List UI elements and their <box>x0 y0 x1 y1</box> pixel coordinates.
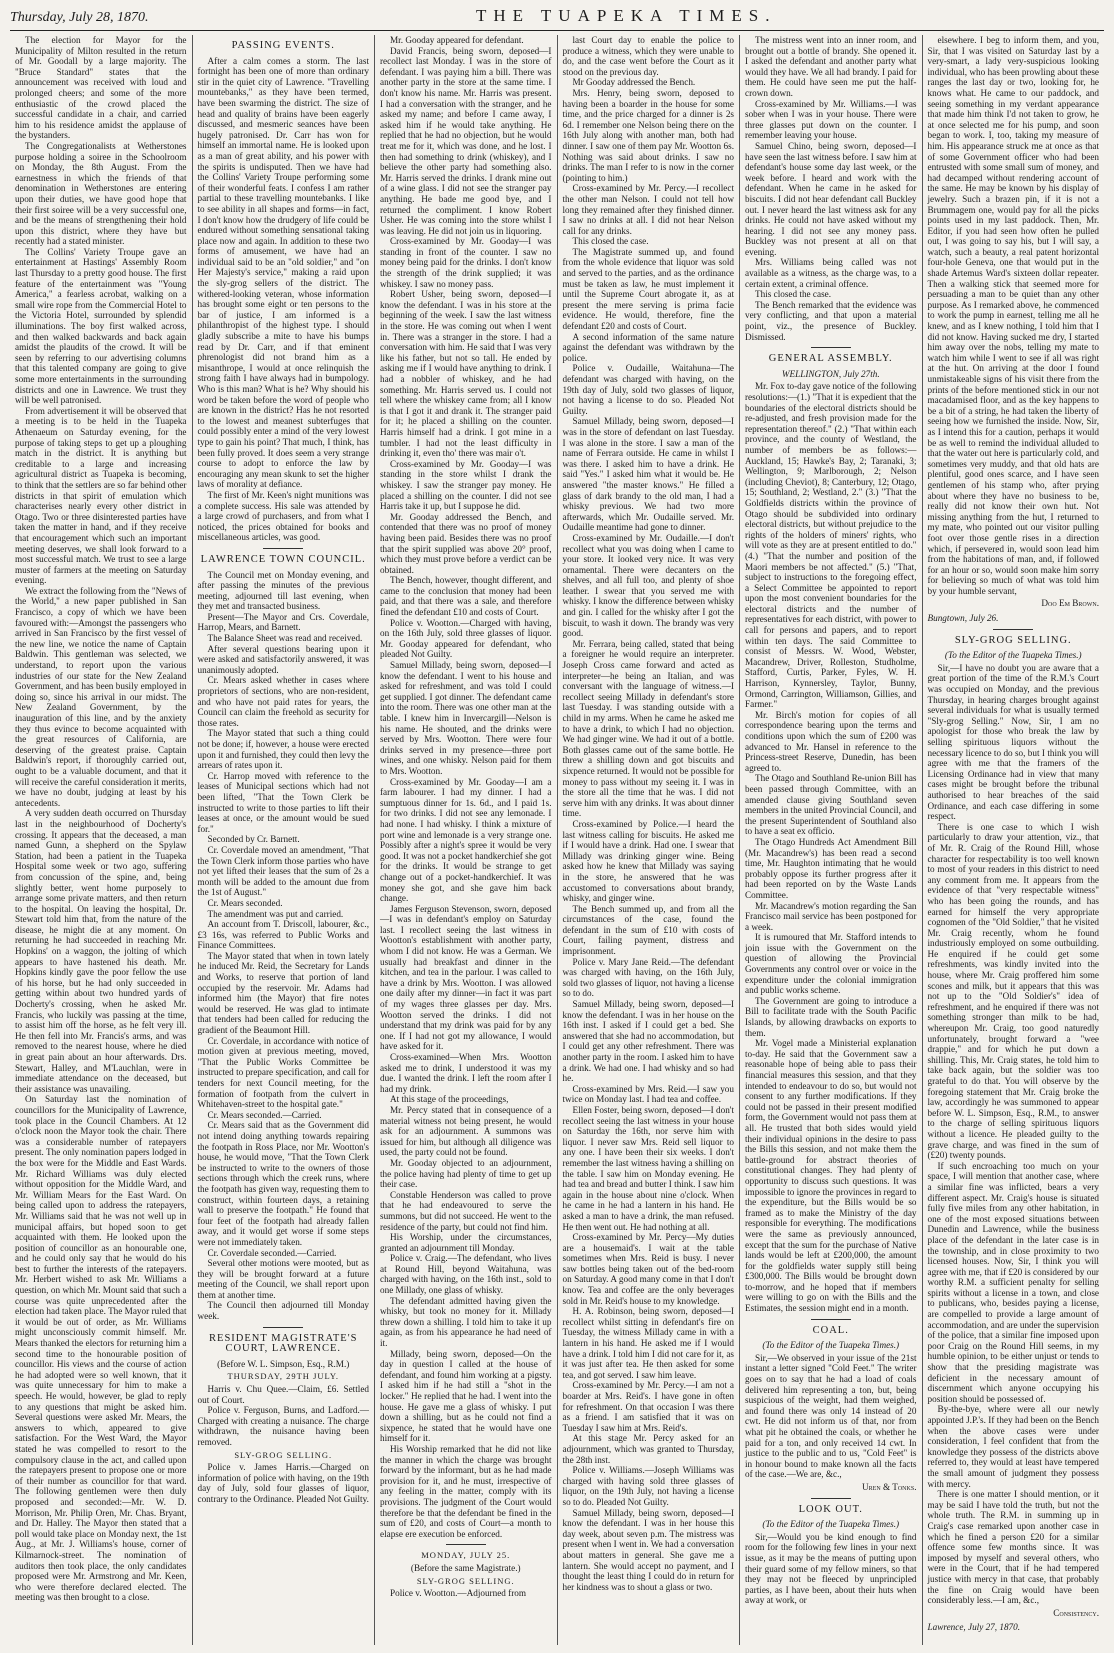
article-paragraph: The mistress went into an inner room, and brought out a bottle of brandy. She opened it. I asked the defendant and another party what would they have. We all had brandy. I paid for them. He could have seen me put the half-crown down. <box>745 35 917 98</box>
article-paragraph: The Bench, however, thought different, and came to the conclusion that money had been paid, and that there was a sale, and therefore fined the defendant £10 and costs of Court. <box>380 575 552 618</box>
article-paragraph: Mr. Ferrara, being called, stated that being a foreigner he would require an interpreter. Joseph Cross came forward and acted as interpreter—he being an Italian, and was conversant with the language of witness.—I recollect seeing Millady in defendant's store last Tuesday. I was standing outside with a child in my arms. When he came he asked me to have a drink, to which I had no objection. We had ginger wine. We had it out of a bottle. Both glasses came out of the same bottle. He threw a shilling down and got biscuits and sixpence returned. It would not be possible for money to pass without my seeing it. I was in the store all the time that he was. I did not serve him with any drinks. It was about dinner time. <box>562 638 734 819</box>
article-paragraph: Cr. Mears seconded.—Carried. <box>207 1109 322 1120</box>
article-paragraph: The Magistrate summed up, and found from the whole evidence that liquor was sold and served to the parties, and as the ordinance must be taken as law, he must implement it until the Supreme Court abrogate it, as at present the mere serving is prima facie evidence. He would, therefore, fine the defendant £20 and costs of Court. <box>562 246 734 332</box>
article-paragraph: On Saturday last the nomination of councillors for the Municipality of Lawrence, took place in the Council Chambers. At 12 o'clock noon the Mayor took the chair. There was a considerable number of ratepayers present. The only nomination papers lodged in the box were for the Middle and East Wards. Mr. Richard Williams was duly elected without opposition for the Middle Ward, and Mr. William Mears for the East Ward. On being called upon to address the ratepayers, Mr. Williams said that he was not well up in municipal affairs, but hoped soon to get acquainted with them. He looked upon the position of councillor as an honourable one, and he could only say that he would do his best to further the interests of the ratepayers. Mr. Herbert wished to ask Mr. Williams a question, on which Mr. Mount said that such a course was quite unprecedented after the election had taken place. The Mayor ruled that it would be out of order, as Mr. Williams might unconsciously commit himself. Mr. Mears thanked the electors for returning him a second time to the honourable position of councillor. His views and the course of action he had adopted were so well known, that it was quite unnecessary for him to make a speech. He would, however, be glad to reply to any questions that might be asked him. Several questions were asked Mr. Mears, the answers to which, appeared to give satisfaction. For the West Ward, the Mayor stated he was compelled to resort to the compulsory clause in the act, and called upon the ratepayers present to propose one or more of their number as councillor for that ward. The following gentlemen were then duly proposed and seconded:—Mr. W. D. Morrison, Mr. Philip Oren, Mr. Chas. Bryant, and Dr. Halley. The Mayor then stated that a poll would take place on Monday next, the 1st Aug., at Mr. J. Williams's house, corner of Kilmarnock-street. The nomination of auditors then took place, the only candidates proposed were Mr. Armstrong and Mr. Keen, who were therefore declared elected. The meeting was then brought to a close. <box>15 1094 187 1603</box>
article-paragraph: The election for Mayor for the Municipality of Milton resulted in the return of Mr. Goodall by a large majority. The "Bruce Standard" states that the announcement was received with loud and prolonged cheers; and some of the more enthusiastic of the crowd placed the successful candidate in a chair, and carried him to his residence amidst the applause of the bystanders. <box>15 35 187 141</box>
article-paragraph: Cross-examined by Mr. Gooday—I am a farm labourer. I had my dinner. I had a sumptuous dinner for 1s. 6d., and I paid 1s. for two drinks. I did not see any lemonade. I had none. I had whisky. I think a mixture of port wine and lemonade is a very strange one. Possibly after a night's spree it would be very good. It was not a pocket handkerchief she got for the drinks. It would be strange to get change out of a pocket-handkerchief. It was money she got, and she gave him back change. <box>380 776 552 904</box>
article-paragraph: James Ferguson Stevenson, sworn, deposed—I was in defendant's employ on Saturday last. I recollect seeing the last witness in Wootton's establishment with another party, whom I did not know. He was a German. We usually had breakfast and dinner in the kitchen, and tea in the parlour. I was called to have a drink by Mrs. Wootton. I was allowed one daily after my dinner—in fact it was part of my wages three glasses per day. Mrs. Wootton served the drinks. I did not understand that my drink was paid for by any one. If I had not got my allowance, I would have asked for it. <box>380 903 552 1052</box>
article-paragraph: Cr. Coverdale, in accordance with notice of motion given at previous meeting, moved, "That the Public Works Committee be instructed to prepare specification, and call for tenders for next Council meeting, for the formation of footpath from the culvert in Whitehaven-street to the hospital gate." <box>197 1035 369 1110</box>
article-paragraph: Police v. James Harris.—Charged on information of police with having, on the 19th day of July, sold four glasses of liquor, contrary to the Ordinance. Pleaded Not Guilty. <box>197 1462 369 1504</box>
divider <box>446 1544 486 1545</box>
article-paragraph: Seconded by Cr. Barnett. <box>207 834 300 845</box>
article-paragraph: Cr. Mears seconded. <box>207 897 283 908</box>
article-paragraph: The Congregationalists at Wetherstones purpose holding a soiree in the Schoolroom on Monday, the 8th August. From the earnestness in which the friends of that denomination in Wetherstones are entering upon their duties, we have good hope that their first soiree will be a very successful one, and be the means of strengthening their hold upon this district, where they have but recently had a stated minister. <box>15 140 187 247</box>
article-paragraph: Cr. Coverdale seconded.—Carried. <box>207 1247 337 1258</box>
court-before: (Before W. L. Simpson, Esq., R.M.) <box>217 1358 350 1369</box>
heading-coal: COAL. <box>812 1324 849 1336</box>
article-paragraph: Present—The Mayor and Crs. Coverdale, Harrop, Mears, and Barnett. <box>197 611 369 633</box>
article-paragraph: This closed the case. <box>572 236 649 247</box>
court-conclusion <box>745 35 917 342</box>
court-continued <box>380 35 552 1539</box>
article-paragraph: Sir,—Would you be kind enough to find room for the following few lines in your next issue, as it may be the means of putting upon their guard some of my fellow miners, so that they may not be fleeced by unprincipled parties, as I have been, about their huts when away at work, or <box>745 1531 917 1606</box>
sly-grog-signature: Consistency. <box>1053 1607 1099 1618</box>
heading-town-council: LAWRENCE TOWN COUNCIL. <box>200 553 366 565</box>
look-out-dateline: Bungtown, July 26. <box>927 613 999 624</box>
article-paragraph: H. A. Robinson, being sworn, deposed—I recollect whilst sitting in defendant's fire on Tuesday, the witness Millady came in with a lantern in his hand. He asked me if I would have a drink. I told him I did not care for it, as it was just after tea. He then asked for some tea, and got served. I saw him leave. <box>562 1306 734 1380</box>
heading-magistrates-court: RESIDENT MAGISTRATE'S COURT, LAWRENCE. <box>209 1332 358 1355</box>
court-body <box>198 1384 370 1448</box>
article-paragraph: Police v. Wootton.—Adjourned from <box>390 1588 527 1599</box>
masthead-date: Thursday, July 28, 1870. <box>10 10 149 25</box>
article-paragraph: Mr. Macandrew's motion regarding the San Francisco mail service has been postponed for a week. <box>745 900 917 932</box>
article-paragraph: Cross-examined by Mr. Percy.—I am not a boarder at Mrs. Reid's. I have gone in often for refreshment. On that occasion I was there as a friend. I am satisfied that it was on Tuesday I saw him at Mrs. Reid's. <box>562 1380 734 1433</box>
assembly-dateline: WELLINGTON, July 27th. <box>781 368 880 379</box>
article-paragraph: After a calm comes a storm. The last fortnight has been one of more than ordinary stir in the quiet city of Lawrence. "Travelling mountebanks," as they have been termed, have been swarming the district. The size of head and quality of brains have been eagerly discussed, and mesmeric seances have been hugely patronised. Dr. Carr has won for himself an immortal name. He is looked upon as a man of great ability, and his power with the spirits is undisputed. Then we have had the Collins' Variety Troupe performing some of their wonderful feats. I confess I am rather partial to these travelling mountebanks. I like to see ability in all shapes and forms—in fact, I don't know how the drudgery of life could be endured without something sensational taking place now and again. In addition to these two forms of amusement, we have had an individual said to be an "old soldier," and "on Her Majesty's service," making a raid upon the sly-grog sellers of the district. The withered-looking veteran, whose information has brought some eight or ten persons to the bar of justice, I am informed is a philanthropist of the highest type. I should gladly subscribe a mite to have his bumps read by Dr. Carr, and if that eminent phrenologist did not brand him as a misanthrope, I would at once relinquish the strong faith I have always had in bumpology. Who is this man? What is he? Why should his word be taken before the word of people who are known in the district? Has he not resorted to the lowest and meanest subterfuges that could possibly enter a mind of the very lowest type to gain his point? That much, I think, has been fully proved. It does seem a very strange course to adopt to enforce the law by encouraging any mean skunk to set the higher laws of morality at defiance. <box>197 55 369 490</box>
article-paragraph: From advertisement it will be observed that a meeting is to be held in the Tuapeka Athenaeum on Saturday evening, for the purpose of taking steps to get up a ploughing match in the district. It is anything but creditable to a large and increasing agricultural district as Tuapeka is becoming, to think that the settlers are so far behind other districts in that spirit of emulation which characterises nearly every other district in Otago. Two or three disinterested parties have taken the matter in hand, and if they receive that encouragement which such an important meeting deserves, we shall look forward to a most successful match. We trust to see a large muster of farmers at the meeting on Saturday evening. <box>15 405 187 586</box>
article-paragraph: Cr. Coverdale moved an amendment, "That the Town Clerk inform those parties who have not yet lifted their leases that the sum of 2s a month will be added to the amount due from the 1st of August." <box>197 844 369 898</box>
article-paragraph: Police v. Oudaille, Waitahuna—The defendant was charged with having, on the 19th day of July, sold two glasses of liquor, not having a license to do so. Pleaded Not Guilty. <box>562 363 734 416</box>
article-paragraph: Samuel Millady, being sworn, deposed—I know the defendant. I was in her house this day week, about seven p.m. The mistress was present when I went in. We had a conversation about matters in general. She gave me a lantern. She would accept no payment, and I thought the least thing I could do in return for her kindness was to shout a glass or two. <box>562 1507 734 1592</box>
article-paragraph: Robert Usher, being sworn, deposed—I know the defendant. I was in his store at the beginning of the week. I saw the last witness in the store. He was coming out when I went in. There was a stranger in the store. I had a conversation with him. He said that I was very like his father, but not so tall. He ended by asking me if I would have anything to drink. I had a nobbler of whiskey, and he had something. Mr. Harris served us. I could not tell where the whiskey came from; all I know is that I got it and drank it. The stranger paid for it; he placed a shilling on the counter. Harris himself had a drink. I got mine in a tumbler. I had not the least difficulty in drinking it, even tho' there was mair o't. <box>380 289 552 459</box>
masthead <box>10 6 1104 31</box>
article-paragraph: This closed the case. <box>755 289 832 300</box>
sly-grog-dateline: Lawrence, July 27, 1870. <box>927 1622 1021 1633</box>
coal-body <box>745 1353 917 1480</box>
article-paragraph: David Francis, being sworn, deposed—I recollect last Monday. I was in the store of defendant. I was paying him a bill. There was another party in the store at the same time. I don't know his name. Mr. Harris was present. I had a conversation with the stranger, and he asked my name; and before I came away, I asked him if he would take anything. He replied that he had no objection, but he would treat me for it, which was done, and he lost. I then had something to drink (whiskey), and I believe the other party had something also. Mr. Harris served the drinks. I drank mine out of a wine glass. I did not see the stranger pay anything. He bade me good bye, and I returned the compliment. I know Robert Usher. He was coming into the store whilst I was leaving. He did not join us in liquoring. <box>380 45 552 236</box>
heading-passing-events: PASSING EVENTS. <box>231 40 335 51</box>
article-paragraph: Sir,—I have no doubt you are aware that a great portion of the time of the R.M.'s Court was occupied on Monday, and the previous Thursday, in hearing charges brought against several individuals for what is usually termed "Sly-grog Selling." Now, Sir, I am no apologist for those who break the law by selling spirituous liquors without the necessary licence to do so, but I think you will agree with me that the framers of the Licensing Ordinance had in view that many cases might be brought before the tribunal authorised to hear breaches of the said Ordinance, and each case differing in some respect. <box>927 662 1099 822</box>
article-paragraph: An account from T. Driscoll, labourer, &c., £3 16s, was referred to Public Works and Finance Committees. <box>197 919 369 951</box>
article-paragraph: Cross-examined by Police.—I heard the last witness calling for biscuits. He asked me if I would have a drink. Had one. I swear that Millady was drinking ginger wine. Being asked how he knew that Millady was saying in the store, he answered that he was accustomed to conversations about brandy, whisky, and ginger wine. <box>562 818 734 904</box>
article-paragraph: Mr. Gooday addressed the Bench, and contended that there was no proof of money having been paid. Besides there was no proof that the spirit supplied was above 20° proof, which they must prove before a verdict can be obtained. <box>380 511 552 575</box>
article-paragraph: The Collins' Variety Troupe gave an entertainment at Hastings' Assembly Room last Thursday to a pretty good house. The first feature of the entertainment was "Young America," a fearless acrobat, walking on a small wire rope from the Commercial Hotel to the Victoria Hotel, surrounded by splendid illuminations. The boy first walked across, and then walked backwards and back again amidst the plaudits of the crowd. It will be seen by referring to our advertising columns that this talented company are going to give some more entertainments in the surrounding districts and one in Lawrence. We trust they will be well patronised. <box>15 246 187 406</box>
article-paragraph: Mr. Percy stated that in consequence of a material witness not being present, he would ask for an adjournment. A summons was issued for him, but although all diligence was used, the party could not be found. <box>380 1104 552 1158</box>
column-5 <box>740 35 923 1645</box>
article-paragraph: Mrs. Henry, being sworn, deposed to having been a boarder in the house for some time, and the price charged for a dinner is 2s 6d. I remember one Nelson being there on the 16th July along with another man, both had dinner. I saw one of them pay Mr. Wootton 6s. Nothing was said about drinks. I saw no drinks. The man I refer to is now in the corner (pointing to him.) <box>562 87 734 183</box>
passing-events-body <box>198 56 370 543</box>
article-paragraph: Police v. Mary Jane Reid.—The defendant was charged with having, on the 16th July, sold two glasses of liquor, not having a license so to do. <box>562 956 734 999</box>
article-paragraph: Millady, being sworn, deposed—On the day in question I called at the house of defendant, and found him working at a pigsty. I asked him if he had still a "shot in the locker." He replied that he had. I went into the house. He gave me a glass of whisky. I put down a shilling, but as he could not find a sixpence, he stated that he would have one himself for it. <box>380 1348 552 1444</box>
article-paragraph: Police v. Wootton.—Charged with having, on the 16th July, sold three glasses of liquor. Mr. Gooday appeared for defendant, who pleaded Not Guilty. <box>380 617 552 660</box>
article-paragraph: The first of Mr. Keen's night munitions was a complete success. His sale was attended by a large crowd of purchasers, and from what I noticed, the prices obtained for books and miscellaneous articles, was good. <box>197 489 369 543</box>
look-out-body <box>745 1532 917 1606</box>
article-paragraph: We extract the following from the "News of the World," a new paper published in San Francisco, a copy of which we have been favoured with:—Amongst the passengers who arrived in San Francisco by the first vessel of the new line, we notice the name of Captain Baldwin. This gentleman was selected, we understand, to report upon the various industries of our state for the New Zealand Government, and has been busily employed in doing so, since his arrival in our midst. The New Zealand Government, by the inauguration of this line, and by the anxiety they thus evince to become acquainted with the great resources of California, are deserving of the greatest praise. Captain Baldwin's report, if thoroughly carried out, ought to be a valuable document, and that it will receive the careful consideration it merits, we have no doubt, judging at least by his antecedents. <box>15 585 187 808</box>
article-paragraph: A very sudden death occurred on Thursday last in the neighbourhood of Docherty's crossing. It appears that the deceased, a man named Gunn, a shepherd on the Spylaw Station, had been a patient in the Tuapeka Hospital some week or two ago, suffering from concussion of the spine, and, being slightly better, went home purposely to arrange some private matters, and then return to the hospital. On leaving the hospital, Dr. Stewart told him that, from the nature of the disease, he might die at any moment. On returning he had succeeded in reaching Mr. Hopkins' on a waggon, the jolting of which appears to have hastened his death. Mr. Hopkins kindly gave the poor fellow the use of his horse, but he had only succeeded in getting within about two hundred yards of Docherty's crossing, when he asked Mr. Francis, who luckily was passing at the time, to assist him off the horse, as he felt very ill. He then fell into Mr. Francis's arms, and was removed to the nearest house, where he died in great pain about an hour afterwards. Drs. Stewart, Halley, and M'Lauchlan, were in immediate attendance on the deceased, but their assistance was unavailing. <box>15 808 187 1094</box>
article-paragraph: Police v. Williams.—Joseph Williams was charged with having sold three glasses of liquor, on the 19th July, not having a license so to do. Pleaded Not Guilty. <box>562 1465 734 1507</box>
sly-grog-subhead: SLY-GROG SELLING. <box>234 1449 333 1460</box>
sly-grog-letter-body <box>928 663 1100 1606</box>
article-paragraph: Cross-examined by Mr. Percy.—I recollect the other man Nelson. I could not tell how long they remained after they finished dinner. I saw no drinks at all. I did not hear Nelson call for any drinks. <box>562 183 734 236</box>
article-paragraph: The Council met on Monday evening, and after passing the minutes of the previous meeting, adjourned till last evening, when they met and transacted business. <box>197 569 369 612</box>
divider <box>811 347 851 348</box>
assembly-body <box>745 381 917 1313</box>
article-paragraph: Cross-examined by Mr. Percy—My duties are a housemaid's. I wait at the table sometimes when Mrs. Reid is busy. I never saw bottles being taken out of the bed-room on Saturday. A good many come in that I don't know. Tea and coffee are the only beverages sold in Mr. Reid's house to my knowledge. <box>562 1232 734 1306</box>
article-paragraph: His Worship, under the circumstances, granted an adjournment till Monday. <box>380 1232 552 1253</box>
article-paragraph: The Government are going to introduce a Bill to facilitate trade with the South Pacific Islands, by allowing drawbacks on exports to them. <box>745 995 917 1038</box>
article-paragraph: elsewhere. I beg to inform them, and you, Sir, that I was visited on Saturday last by a very-smart, a lady very-suspicious looking individual, who has been prowling about these ranges the last day or two, looking for, he knows what. He came to our paddock, and seeing something in my verdant appearance that made him think I'd not taken to grow, he at once selected me for his pump, and soon began to work. I, too, taking my measure of him. His appearance struck me at once as that of some Government officer who had been entrusted with some small sum of money, and had decamped without rendering account of the same. He may be known by his display of jewelry. Such a brazen pin, if it is not a Brummagem one, would pay for all the picks points used in my last paddock. Then, Mr. Editor, if you had seen how often he pulled out, I was going to say his, but I will say, a watch, such a beauty, a real patent horizontal four-hole Geneva, one that would put in the shade Artemus Ward's sixteen dollar repeater. Then a walking stick that seemed more for persuading a man to be quiet than any other purpose. As I remarked above, he commenced to work the pump in earnest, telling me all he knew, and as I knew nothing, I told him that I did not know. Having sucked me dry, I started him away over the nobs, telling my mate to watch him while I went to see if all was right at the hut. On arriving at the door I found unmistakeable signs of his visit there from the prints of the before mentioned stick in our not macadamised floor, and as the key happens to be a bit of a string, he had taken the liberty of seeing how we furnished the inside. Now, Sir, as I intend this for a caution, perhaps it would be as well to remind the individual alluded to that the water out here is particularly cold, and sometimes very muddy, and that old hats are plentiful, good ones scarce, and I have seen gentlemen of his stamp who, after prying about where they have no business to be, really did not know their own hut. Not missing anything from the hut, I returned to my mate, who pointed out our visitor pulling foot over those gentle rises in a direction which, if persevered in, would soon lead him from the habitations of man, and, if followed for an hour or so, would soon make him sorry for believing so much of what was told him by your humble servant, <box>927 35 1099 596</box>
look-out-to-editor: (To the Editor of the Tuapeka Times.) <box>762 1519 900 1530</box>
divider <box>811 1319 851 1320</box>
article-paragraph: Mr. Fox to-day gave notice of the following resolutions:—(1.) "That it is expedient that the boundaries of the electoral districts should be re-adjusted, and fresh provision made for the representation thereof." (2.) "That within each province, and the county of Westland, the number of members be as follows:—Auckland, 15; Hawke's Bay, 2; Taranaki, 3; Wellington, 9; Marlborough, 2; Nelson (including Cheviot), 8; Canterbury, 12; Otago, 15; Southland, 2; Westland, 2." (3.) "That the Goldfields districts within the province of Otago should be subdivided into ordinary electoral districts, but without prejudice to the rights of the holders of miners' rights, who will vote as they are at present entitled to do." (4.) "That the number and position of the Maori members be not affected." (5.) "That, subject to instructions to the foregoing effect, a Select Committee be appointed to report upon the most convenient boundaries for the electoral districts and the number of representatives for each district, with power to call for persons and papers, and to report within ten days. The said Committee to consist of Messrs. W. Wood, Webster, Macandrew, Driver, Rolleston, Studholme, Stafford, Curtis, Parker, Fyles, W. H. Harrison, Kynnersley, Taylor, Bunny, Ormond, Carrington, Williamson, Gillies, and Farmer." <box>745 381 917 710</box>
column-2 <box>193 35 376 1645</box>
article-paragraph: The Council then adjourned till Monday week. <box>197 1300 369 1322</box>
article-paragraph: The Mayor stated that when in town lately he induced Mr. Reid, the Secretary for Lands and Works, to reserve that portion of land occupied by the reservoir. Mr. Adams had informed him (the Mayor) that fire notes would be reserved. He was glad to intimate that tenders had been called for reducing the gradient of the Beaumont Hill. <box>197 950 369 1036</box>
heading-general-assembly: GENERAL ASSEMBLY. <box>768 353 893 365</box>
look-out-continued <box>928 35 1100 596</box>
article-paragraph: The Balance Sheet was read and received. <box>207 633 363 644</box>
article-paragraph: Samuel Millady, being sworn, deposed—I was in the store of defendant on last Tuesday. I was alone in the store. I saw a man of the name of Ferrara outside. He came in whilst I was there. I asked him to have a drink. He said "Yes." I asked him what it would be. He answered "the master knows." He filled a glass of dark brandy to the old man, I had a whisky previous. We had two more afterwards, which Mr. Oudaille served. Mr. Oudaille meantime had gone to dinner. <box>562 416 734 533</box>
article-paragraph: Mr. Gooday objected to an adjournment, the police having had plenty of time to get up their case. <box>380 1157 552 1190</box>
article-paragraph: Cross-examined by Mr. Gooday—I was standing in front of the counter. I saw no money being paid for the drinks. I don't know the strength of the drink supplied; it was whiskey. I saw no money pass. <box>380 236 552 289</box>
coal-signature: Uren & Tonks. <box>862 1481 917 1492</box>
article-paragraph: Cr. Harrop moved with reference to the leases of Municipal sections which had not been lifted, "That the Town Clerk be instructed to write to those parties to lift their leases at once, or the amount would be sued for." <box>197 770 369 834</box>
column-3 <box>375 35 558 1645</box>
sly-grog-subhead-2: SLY-GROG SELLING. <box>416 1575 515 1586</box>
town-council-body <box>198 570 370 1322</box>
columns <box>10 35 1104 1645</box>
article-paragraph: The defendant admitted having given the whisky, but took no money for it. Millady threw down a shilling. I told him to take it up again, as from his appearance he had need of it. <box>380 1295 552 1349</box>
heading-sly-grog-letter: SLY-GROG SELLING. <box>954 634 1072 646</box>
divider <box>263 548 303 549</box>
article-paragraph: The Mayor stated that such a thing could not be done; if, however, a house were erected upon it and furnished, they could then levy the arrears of rates upon it. <box>197 728 369 771</box>
article-paragraph: The Otago and Southland Re-union Bill has been passed through Committee, with an amended clause giving Southland seven members in the united Provincial Council, and the present Superintendent of Southland also to have a seat ex officio. <box>745 773 917 837</box>
column-1 <box>10 35 193 1645</box>
heading-look-out: LOOK OUT. <box>798 1503 863 1515</box>
divider <box>993 629 1033 630</box>
article-paragraph: Samuel Millady, being sworn, deposed—I know the defendant. I was in her house on the 16th inst. I asked if I could get a bed. She answered that she had no accommodation, but I could get any other refreshment. There was another party in the room. I asked him to have a drink. We had one. I had whisky and so had he. <box>562 999 734 1084</box>
article-paragraph: It is rumoured that Mr. Stafford intends to join issue with the Government on the question of allowing the Provincial Governments any control over or voice in the expenditure under the colonial immigration and public works scheme. <box>745 932 917 996</box>
article-paragraph: last Court day to enable the police to produce a witness, which they were unable to do, and the case went before the Court as it stood on the previous day. <box>562 35 734 77</box>
article-paragraph: Cr. Mears asked whether in cases where proprietors of sections, who are non-resident, and who have not paid rates for years, the Council can claim the freehold as security for those rates. <box>197 675 369 728</box>
article-paragraph: The Bench summed up, and from all the circumstances of the case, found the defendant in the sum of £10 with costs of Court, failing payment, distress and imprisonment. <box>562 903 734 957</box>
court-before-same: (Before the same Magistrate.) <box>410 1562 521 1573</box>
coal-to-editor: (To the Editor of the Tuapeka Times.) <box>762 1340 900 1351</box>
article-paragraph: The Otago Hundreds Act Amendment Bill (Mr. Macandrew's) has been read a second time, Mr. Haughton intimating that he would probably oppose its further progress after it had been reported on by the Waste Lands Committee. <box>745 836 917 900</box>
look-out-signature: Doo Em Brown. <box>1041 598 1099 609</box>
article-paragraph: Cross-examined—When Mrs. Wootton asked me to drink, I understood it was my due. I wanted the drink. I left the room after I had my drink. <box>380 1052 552 1094</box>
article-paragraph: At this stage Mr. Percy asked for an adjournment, which was granted to Thursday, the 28th inst. <box>562 1433 734 1465</box>
article-paragraph: Cross-examined by Mr. Williams.—I was sober when I was in your house. There were three glasses put down on the counter. I remember leaving your house. <box>745 98 917 141</box>
divider <box>811 1498 851 1499</box>
court-monday-date: MONDAY, JULY 25. <box>421 1550 511 1561</box>
article-paragraph: Police v. Ferguson, Burns, and Ladford.—Charged with creating a nuisance. The charge withdrawn, the nuisance having been removed. <box>197 1405 369 1447</box>
article-paragraph: Cr. Mears said that as the Government did not intend doing anything towards repairing the footpath in Ross Place, nor Mr. Wootton's house, he would move, "That the Town Clerk be instructed to write to the owners of those sections through which the creek runs, where the footpath has given way, requesting them to construct, within fourteen days, a retaining wall to preserve the footpath." He found that four feet of the footpath had already fallen away, and it would get worse if some steps were not immediately taken. <box>197 1120 369 1247</box>
article-paragraph: Ellen Foster, being sworn, deposed—I don't recollect seeing the last witness in your house on Saturday the 16th, nor serve him with liquor. I never saw Mrs. Reid sell liquor to any one. I have been their six weeks. I don't remember the last witness having a shilling on the table. I saw him on Monday evening. He had tea and bread and butter I think. I saw him again in the house about nine o'clock. When he came in he had a lantern in his hand. He asked a man to have a drink, the man refused. He then went out. He had nothing at all. <box>562 1104 734 1232</box>
article-paragraph: There is one matter I should mention, or it may be said I have told the truth, but not the whole truth. The R.M. in summing up in Craig's case remarked upon another case in which he fined a person £20 for a similar offence some few months since. It was imposed by myself and several others, who were in the Court, that if he had tempered justice with mercy in that case, that probably the fine on Craig would have been considerably less.—I am, &c., <box>927 1489 1099 1606</box>
article-paragraph: The Bench remarked that the evidence was very conflicting, and that upon a material point, viz., the presence of Buckley. Dismissed. <box>745 299 917 342</box>
article-paragraph: The amendment was put and carried. <box>207 908 344 919</box>
article-paragraph: If such encroaching too much on your space, I will mention that another case, where a similar fine was inflicted, bears a very different aspect. Mr. Craig's house is situated fully five miles from any other habitation, in one of the most exposed situations between Dunedin and Lawrence, while the business place of the defendant in the later case is in the township, and in close proximity to two licensed houses. Now, Sir, I think you will agree with me, that if £20 is considered by our worthy R.M. a sufficient penalty for selling spirits without a license in a town, and close to publicans, who, besides paying a license, are compelled to provide a large amount of accommodation, and are under the supervision of the police, that a similar fine imposed upon poor Craig on the Round Hill seems, in my humble opinion, to be either unjust or tends to show that the presiding magistrate was deficient in the necessary amount of discernment which anyone occupying his position should be possessed of. <box>927 1160 1099 1404</box>
article-paragraph: Several other motions were mooted, but as they will be brought forward at a future meeting of the Council, we shall report upon them at another time. <box>197 1258 369 1300</box>
article-paragraph: Mrs. Williams being called was not available as a witness, as the charge was, to a certain extent, a criminal offence. <box>745 257 917 289</box>
divider <box>263 1327 303 1328</box>
article-paragraph: A second information of the same nature against the defendant was withdrawn by the police. <box>562 331 734 363</box>
court-body-2 <box>198 1462 370 1504</box>
article-paragraph: Sir,—We observed in your issue of the 21st instant a letter signed "Cold Feet." The writer goes on to say that he had a load of coals delivered him representing a ton, but, being suspicious of the weight, had them weighed, and found there was only 14 instead of 20 cwt. He did not inform us of that, nor from what pit he obtained the coals, or whether he paid for a ton, and only received 14 cwt. In justice to the public and to us, "Cold Feet" is in honour bound to make known all the facts of the case.—We are, &c., <box>745 1352 917 1480</box>
article-paragraph: Constable Henderson was called to prove that he had endeavoured to serve the summons, but did not succeed. He went to the residence of the party, but could not find him. <box>380 1189 552 1232</box>
article-paragraph: There is one case to which I wish particularly to draw your attention, viz., that of Mr. R. Craig of the Round Hill, whose character for respectability is too well known to most of your readers in this district to need any comment from me. It appears from the evidence of that "very respectable witness" who has been going the rounds, and has earned for himself the very appropriate cognomen of the "Old Soldier," that he visited Mr. Craig recently, whom he found industriously employed on some outbuilding. He enquired if he could get some refreshments, was kindly invited into the house, where Mr. Craig proffered him some scones and milk, but it appears that this was not up to the "Old Soldier's" idea of refreshment, and he enquired if there was not something stronger than milk to be had, whereupon Mr. Craig, too good naturedly unfortunately, brought forward a "wee drappie," and for which he put down a shilling. This, Mr. Craig states, he told him to take back again, but the soldier was too grateful to do that. You will observe by the foregoing statement that Mr. Craig broke the law, accordingly he was summoned to appear before W. L. Simpson, Esq., R.M., to answer to the charge of selling spirituous liquors without a licence. He pleaded guilty to the grave charge, and was fined in the sum of (£20) twenty pounds. <box>927 821 1099 1161</box>
article-paragraph: After several questions bearing upon it were asked and satisfactorily answered, it was unanimously adopted. <box>197 643 369 675</box>
article-paragraph: Cross-examined by Mr. Gooday—I was standing in the store whilst I drank the whiskey. I saw the stranger pay money. He placed a shilling on the counter. I did not see Harris take it up, but I suppose he did. <box>380 458 552 512</box>
article-paragraph: Samuel Chino, being sworn, deposed—I have seen the last witness before. I saw him at defendant's house some day last week, or the week before. I heard and work with the defendant. When he came in he asked for biscuits. I did not hear defendant call Buckley out. I never heard the last witness ask for any drinks. He could not have asked without my hearing. I did not see any money pass. Buckley was not present at all on that evening. <box>745 140 917 257</box>
article-paragraph: Mr. Gooday appeared for defendant. <box>390 35 524 45</box>
article-paragraph: Cross-examined by Mrs. Reid.—I saw you twice on Monday last. I had tea and coffee. <box>562 1083 734 1105</box>
article-paragraph: Mr. Birch's motion for copies of all correspondence bearing upon the terms and conditions upon which the sum of £200 was advanced to Mr. Hansel in reference to the Princess-street Reserve, Dunedin, has been agreed to. <box>745 709 917 773</box>
article-paragraph: Harris v. Chu Quee.—Claim, £6. Settled out of Court. <box>197 1384 369 1405</box>
masthead-title: THE TUAPEKA TIMES. <box>475 6 777 25</box>
article-paragraph: At this stage of the proceedings, <box>390 1094 509 1105</box>
article-paragraph: His Worship remarked that he did not like the manner in which the charge was brought forward by the informant, but as he had made provision for it, and he must, irrespective of any feeling in the matter, comply with its provisions. The judgment of the Court would therefore be that the defendant be fined in the sum of £20, and costs of Court—a month to elapse ere execution be enforced. <box>380 1443 552 1539</box>
article-paragraph: Cross-examined by Mr. Oudaille.—I don't recollect what you was doing when I came to your store. It looked very nice. It was very ornamental. There were decanters on the shelves, and all full too, and plenty of shoe leather. I swear that you served me with whisky. I know the difference between whisky and gin. I called for the whisky after I got the biscuit, to wash it down. The brandy was very good. <box>562 532 734 639</box>
sly-grog-to-editor: (To the Editor of the Tuapeka Times.) <box>944 650 1082 661</box>
article-paragraph: Police v. Craig.—The defendant, who lives at Round Hill, beyond Waitahuna, was charged with having, on the 16th inst., sold to one Millady, one glass of whisky. <box>380 1253 552 1296</box>
article-paragraph: Mr Gooday addressed the Bench. <box>572 77 696 88</box>
article-paragraph: Samuel Millady, being sworn, deposed—I know the defendant. I went to his house and asked for refreshment, and was told I could get supplied. I got dinner. The defendant came into the room. There was one other man at the table. I knew him in Invercargill—Nelson is his name. He shouted, and the drinks were served by Mrs. Wootton. There were four drinks served in my presence—three port wines, and one whisky. Nelson paid for them to Mrs. Wootton. <box>380 660 552 776</box>
article-paragraph: Mr. Vogel made a Ministerial explanation to-day. He said that the Government saw a reasonable hope of being able to pass their financial measures this session, and that they intended to endeavour to do so, but would not consent to any further modifications. If they could not be passed in their present modified form, the Government would not pass them at all. He trusted that both sides would yield their individual opinions in the desire to pass the Bills this session, and not make them the battle-ground for abstract theories of constitutional changes. They had plenty of opportunity to discuss such questions. It was impossible to ignore the provinces in regard to the expenditure, but the Bills would be so framed as to make the Ministry of the day responsible for everything. The modifications were the same as previously announced, except that the sum for the purchase of Native lands would be left at £200,000, the amount for the goldfields water supply still being £300,000. The Bills would be brought down to-morrow, and he hoped that if members were willing to go on with the Bills and the Estimates, the session might end in a month. <box>745 1038 917 1314</box>
column-6 <box>923 35 1105 1645</box>
court-date: THURSDAY, 29TH JULY. <box>227 1371 340 1382</box>
column-4 <box>558 35 741 1645</box>
article-paragraph: By-the-bye, where were all our newly appointed J.P.'s. If they had been on the Bench when the above cases were under consideration, I feel confident that from the knowledge they possess of the districts above referred to, they would at least have tempered the small amount of judgment they possess with mercy. <box>927 1404 1099 1489</box>
